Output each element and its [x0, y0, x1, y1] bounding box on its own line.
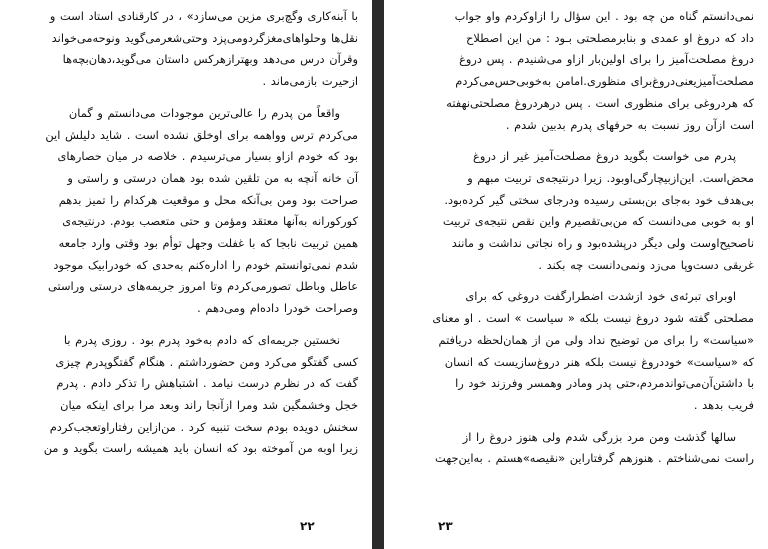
right-page — [384, 0, 768, 549]
book-gutter — [372, 0, 384, 549]
right-paragraph-1: نمی‌دانستم گناه من چه بود . این سؤال را ازاوکردم واو جواب داد که دروغ او عمدی و بنابرمصلحتی بـود : من این اصطلاح دروغ مصلحت‌آمیز را برای اولین‌بار ازاو می‌شنیدم . پس دروغ مصلحت‌آمیزیعنی‌دروغ‌برای منظوری.امامن به‌خوبی‌حس‌می‌کردم که هردروغی برای منظوری است . پس درهردروغ مصلحتی‌نهفته است ازآن روز نسبت به حرفهای پدرم بدبین شدم . — [446, 9, 754, 132]
left-page-number: ۲۲ — [300, 519, 315, 533]
left-paragraph-3: نخستین جریمه‌ای که دادم به‌خود پدرم بود . روزی پدرم با کسی گفتگو می‌کرد ومن حضورداشتم . هنگام گفتگو‌پدرم چیزی گفت که در نظرم درست نیامد . اشتباهش را تذکر دادم . پدرم خجل وخشمگین شد ومرا ازآنجا راند وبعد مرا برای اینکه میان سخنش دویده بودم سخت تنبیه کرد . من‌ازاین رفتاراوتعجب‌کردم زیرا اوبه من آموخته بود که انسان باید همیشه راست بگوید و من — [43, 332, 358, 456]
right-paragraph-4: سالها گذشت ومن مرد بزرگی شدم ولی هنوز دروغ را از راست نمی‌شناختم . هنوزهم گرفتاراین «نقیصه»هستم . به‌این‌جهت — [435, 429, 754, 466]
left-page — [0, 0, 372, 549]
right-paragraph-2: پدرم می خواست بگوید دروغ مصلحت‌آمیز غیر از دروغ محض‌است. این‌ازبیچارگی‌اوبود. زیرا درنتیجه‌ی تربیت مبهم و بی‌هدف خود به‌جای بن‌بستی رسیده ودرجای سختی گیر کرده‌بود. او به خوبی می‌دانست که من‌بی‌تقصیرم واین نقص نتیجه‌ی تربیت ناصحیح‌اوست ولی دیگر درپشده‌بود و راه نجاتی نداشت و مانند غریقی دست‌وپا می‌زد ونمی‌دانست چه بکند . — [442, 149, 754, 272]
left-paragraph-1: با آبنه‌کاری وگچ‌بری مزین می‌سازد» ، در کارقنادی استاد است و نقل‌ها وحلواهای‌مغزگردومی‌پزد وحتی‌شعرمی‌گوید ونوحه‌می‌خواند وقرآن درس می‌دهد وبهترازهرکس داستان می‌گوید،دهان‌بچه‌ها ازحیرت بازمی‌ماند . — [49, 9, 358, 89]
right-page-number: ۲۳ — [438, 519, 453, 533]
right-paragraph-3: اوبرای تبرئه‌ی خود ازشدت اضطرارگفت دروغی که برای مصلحتی گفته شود دروغ نیست بلکه « سیاست » است . او معنای «سیاست» را برای من توضیح نداد ولی من از همان‌لحظه دریافتم که «سیاست» خوددروغ نیست بلکه هنر دروغ‌سازیست که انسان با داشتن‌آن‌می‌تواندمردم،حتی پدر ومادر وهمسر وفرزند خود را فریب بدهد . — [432, 289, 754, 412]
left-paragraph-2: واقعاً من پدرم را عالی‌ترین موجودات می‌دانستم و گمان می‌کردم ترس وواهمه برای اوخلق نشده است . شاید دلیلش این بود که خودم ازاو بسیار می‌ترسیدم . خلاصه در میان حصارهای آن خانه آنچه به من تلقین شده بود همان درستی و راستی و صراحت بود ومن بی‌آنکه محل و موقعیت هرکدام را تمیز بدهم کورکورانه به‌آنها معتقد ومؤمن و حتی متعصب بودم. درنتیجه‌ی همین تربیت نابجا که با غفلت وجهل توأم بود وقتی وارد جامعه شدم نمی‌توانستم خودم را اداره‌کنم به‌حدی که خودرابیک موجود عاطل وباطل تصورمی‌کردم وتا امروز جریمه‌های درستی وراستی وصراحت خودرا داده‌ام ومی‌دهم . — [45, 105, 358, 316]
